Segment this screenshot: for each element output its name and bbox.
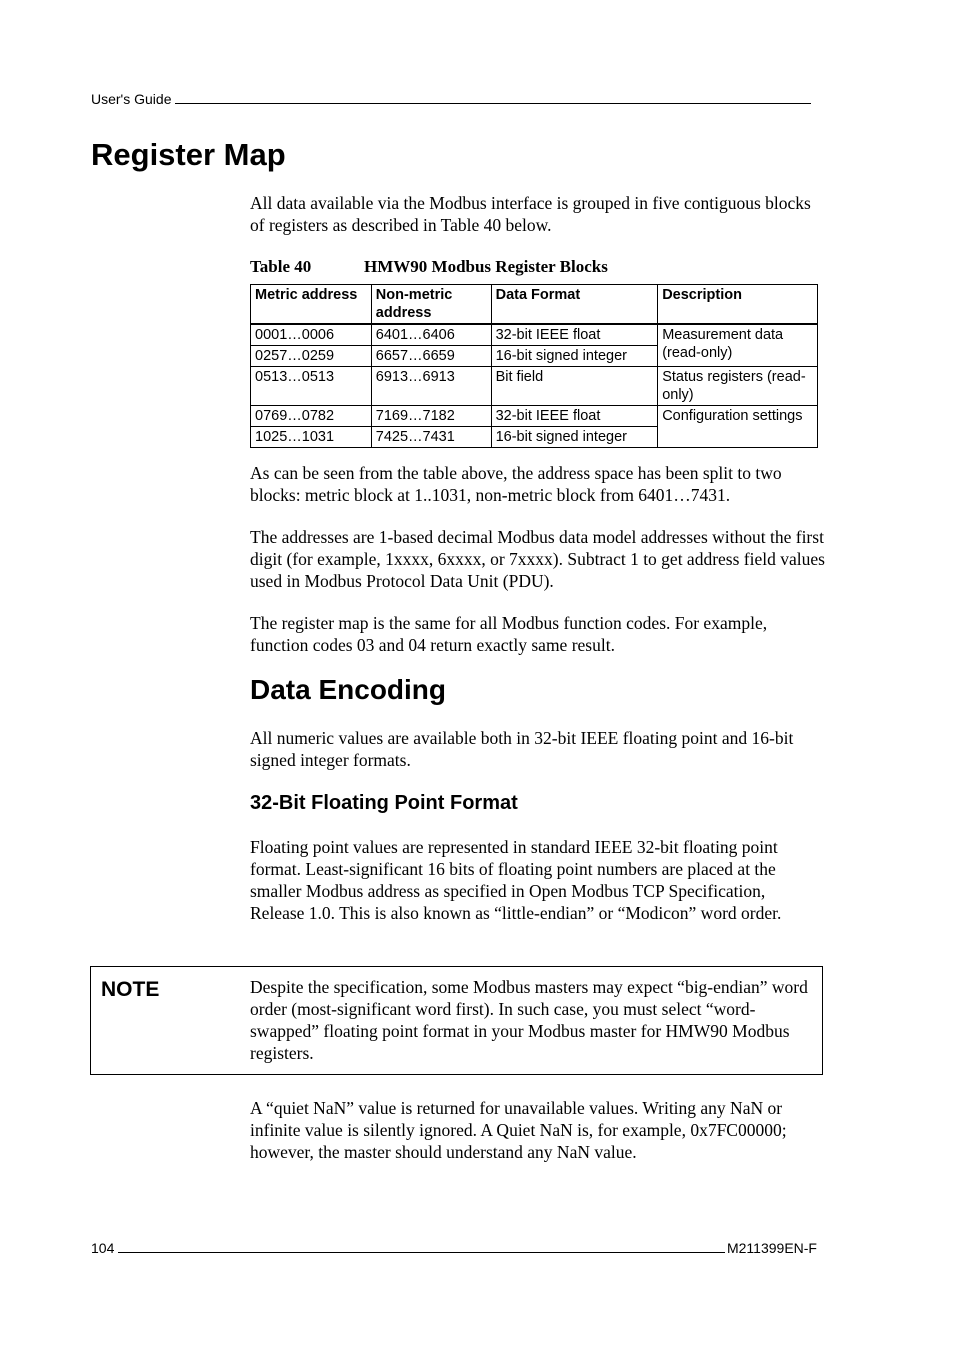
table-cell: Bit field xyxy=(491,367,658,406)
table-row xyxy=(251,324,818,346)
table-cell: 6913…6913 xyxy=(371,367,491,406)
col-header-metric: Metric address xyxy=(251,285,372,325)
table-row xyxy=(251,406,818,427)
table-cell: 0769…0782 xyxy=(251,406,372,427)
register-map-intro: All data available via the Modbus interface is grouped in five contiguous blocks of registers as described in Table 40 below. xyxy=(250,193,811,235)
note-box xyxy=(90,966,823,1075)
table-cell: 1025…1031 xyxy=(251,427,372,448)
table-cell: 16-bit signed integer xyxy=(491,346,658,367)
table-row xyxy=(251,367,818,406)
table-cell: 16-bit signed integer xyxy=(491,427,658,448)
col-header-nonmetric: Non-metric address xyxy=(371,285,491,325)
footer-page-number: 104 xyxy=(91,1240,115,1256)
data-encoding-intro: All numeric values are available both in 32-bit IEEE floating point and 16-bit signed integer formats. xyxy=(250,728,794,770)
page-header xyxy=(91,90,813,108)
page-footer xyxy=(91,1239,817,1257)
table-caption-number: Table 40 xyxy=(250,257,312,276)
table-cell: 6657…6659 xyxy=(371,346,491,367)
paragraph-address-space: As can be seen from the table above, the address space has been split to two blocks: metric block at 1..1031, non-metric block from 6401…7431. xyxy=(250,463,782,505)
header-title: User's Guide xyxy=(91,91,172,107)
paragraph-float-format: Floating point values are represented in standard IEEE 32-bit floating point format. Least-significant 16 bits of floating point numbers are placed at the smaller Modbus address as specified in Open Modbus TCP Specification, Release 1.0. This is also known as “little-endian” or “Modicon” word order. xyxy=(250,837,782,923)
table-caption xyxy=(250,256,608,278)
table-header-row xyxy=(251,285,818,325)
footer-doc-code: M211399EN-F xyxy=(726,1240,817,1256)
table-cell: 32-bit IEEE float xyxy=(491,324,658,346)
subsection-title-float-format: 32-Bit Floating Point Format xyxy=(250,792,518,814)
note-label: NOTE xyxy=(101,978,160,1001)
table-cell: 32-bit IEEE float xyxy=(491,406,658,427)
paragraph-address-base: The addresses are 1-based decimal Modbus data model addresses without the first digit (for example, 1xxxx, 6xxxx, or 7xxxx). Subtract 1 to get address field values used in Modbus Protocol Data Unit (PDU). xyxy=(250,527,825,591)
table-cell: 7169…7182 xyxy=(371,406,491,427)
footer-rule xyxy=(118,1251,725,1253)
col-header-description: Description xyxy=(658,285,818,325)
table-cell: 7425…7431 xyxy=(371,427,491,448)
section-title-data-encoding: Data Encoding xyxy=(250,674,447,705)
table-cell-description: Measurement data (read-only) xyxy=(658,324,818,367)
register-blocks-table xyxy=(250,284,818,448)
col-header-format: Data Format xyxy=(491,285,658,325)
table-cell: 6401…6406 xyxy=(371,324,491,346)
paragraph-function-codes: The register map is the same for all Modbus function codes. For example, function codes 03 and 04 return exactly same result. xyxy=(250,613,768,655)
table-caption-title: HMW90 Modbus Register Blocks xyxy=(364,257,608,276)
table-cell-description: Status registers (read-only) xyxy=(658,367,818,406)
note-text: Despite the specification, some Modbus masters may expect “big-endian” word order (most-significant word first). In such case, you must select “word-swapped” floating point format in your Modbus master for HMW90 Modbus registers. xyxy=(250,977,808,1063)
section-title-register-map: Register Map xyxy=(91,137,286,172)
paragraph-quiet-nan: A “quiet NaN” value is returned for unavailable values. Writing any NaN or infinite value is silently ignored. A Quiet NaN is, for example, 0x7FC00000; however, the master should understand any NaN value. xyxy=(250,1098,787,1162)
table-cell-description: Configuration settings xyxy=(658,406,818,448)
header-rule xyxy=(175,102,811,104)
table-cell: 0513…0513 xyxy=(251,367,372,406)
table-cell: 0257…0259 xyxy=(251,346,372,367)
table-cell: 0001…0006 xyxy=(251,324,372,346)
